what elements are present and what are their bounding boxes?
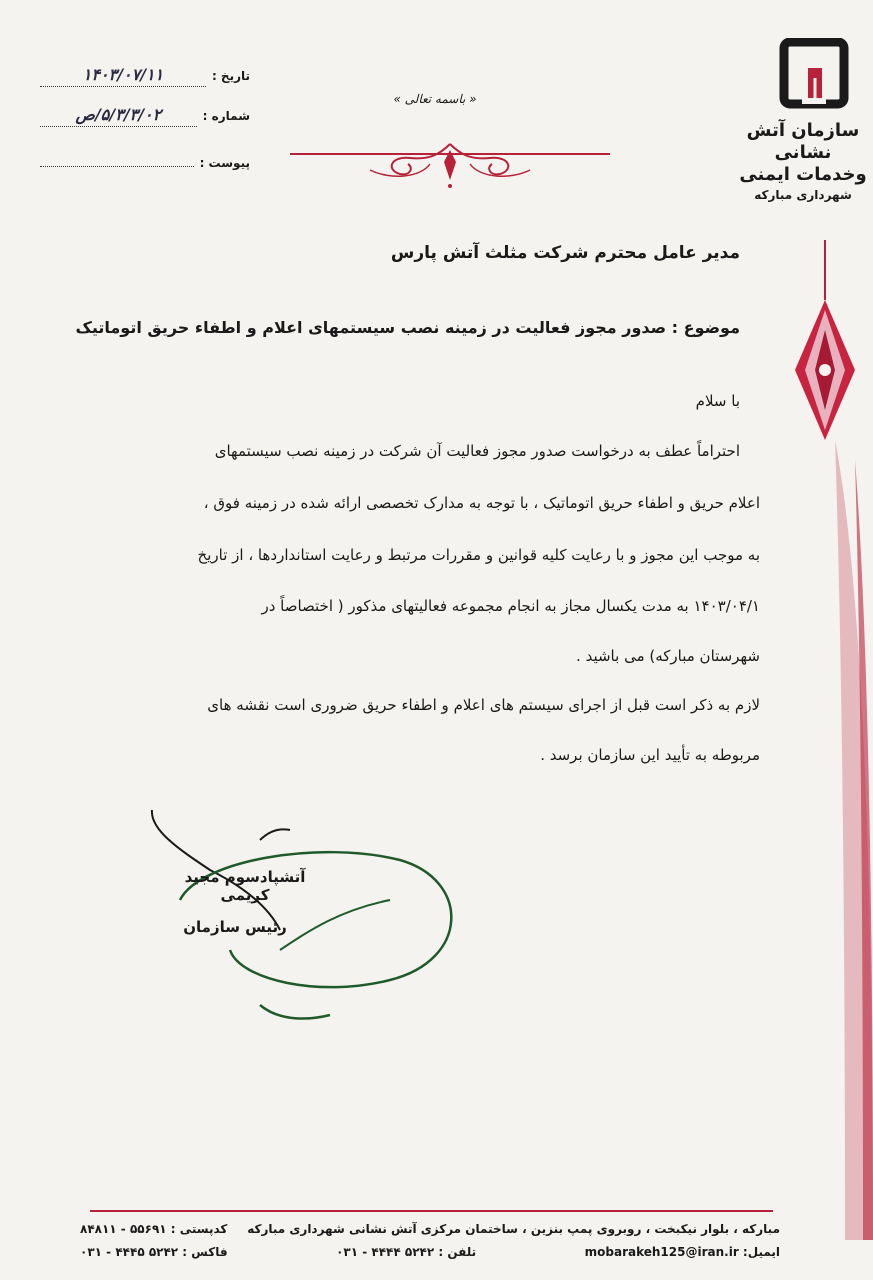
date-value: ۱۴۰۳/۰۷/۱۱: [40, 66, 206, 87]
org-name-line1: سازمان آتش نشانی: [746, 120, 860, 163]
attachment-value: [40, 146, 194, 167]
footer-fax: فاکس : ۵۲۴۲ ۴۴۴۵ - ۰۳۱: [80, 1245, 228, 1259]
attachment-row: [40, 146, 250, 186]
footer-line-1: [80, 1222, 780, 1236]
fire-department-logo: [778, 38, 850, 110]
body-line-4: ۱۴۰۳/۰۴/۱ به مدت یکسال مجاز به انجام مجموعه فعالیتهای مذکور ( اختصاصاً در: [261, 597, 760, 615]
letter-meta: [40, 66, 250, 186]
footer-address: مبارکه ، بلوار نیکبخت ، روبروی پمپ بنزین ، ساختمان مرکزی آتش نشانی شهرداری مبارکه: [247, 1222, 780, 1236]
footer-email: ایمیل: mobarakeh125@iran.ir: [584, 1245, 780, 1259]
greeting: با سلام: [695, 392, 740, 410]
footer-rule: [90, 1210, 773, 1212]
side-ornament: [785, 240, 873, 1240]
body-line-3: به موجب این مجوز و با رعایت کلیه قوانین و مقررات مرتبط و رعایت استانداردها ، از تاریخ: [197, 546, 760, 564]
body-line-5: شهرستان مبارکه) می باشید .: [576, 647, 760, 665]
body-line-7: مربوطه به تأیید این سازمان برسد .: [540, 746, 760, 764]
footer-phone: تلفن : ۵۲۴۲ ۴۴۴۴ - ۰۳۱: [336, 1245, 477, 1259]
ornament-divider: [290, 140, 610, 190]
signer-title: رئیس سازمان: [183, 918, 287, 936]
date-row: [40, 66, 250, 106]
body-line-2: اعلام حریق و اطفاء حریق اتوماتیک ، با توجه به مدارک تخصصی ارائه شده در زمینه فوق ،: [203, 494, 760, 512]
subject: موضوع : صدور مجوز فعالیت در زمینه نصب سیستمهای اعلام و اطفاء حریق اتوماتیک: [75, 318, 740, 337]
basmala: « باسمه تعالی »: [393, 92, 477, 106]
recipient: مدیر عامل محترم شرکت مثلث آتش پارس: [390, 243, 740, 263]
footer-line-2: [80, 1245, 780, 1259]
body-line-1: احتراماً عطف به درخواست صدور مجوز فعالیت آن شرکت در زمینه نصب سیستمهای: [214, 442, 740, 460]
body-line-6: لازم به ذکر است قبل از اجرای سیستم های اعلام و اطفاء حریق ضروری است نقشه های: [207, 696, 760, 714]
signer-name: آتشپادسوم مجید کریمی: [184, 868, 306, 904]
number-row: [40, 106, 250, 146]
org-municipality: شهرداری مبارکه: [754, 188, 852, 202]
footer-postal-code: کدپستی : ۵۵۶۹۱ - ۸۴۸۱۱: [80, 1222, 228, 1236]
number-value: ۵/۳/۳/۰۲/ص: [40, 106, 197, 127]
attachment-label: پیوست :: [199, 156, 250, 170]
number-label: شماره :: [202, 109, 250, 123]
org-name-line2: وخدمات ایمنی: [739, 164, 867, 185]
date-label: تاریخ :: [211, 69, 250, 83]
organization-name: [733, 120, 873, 204]
